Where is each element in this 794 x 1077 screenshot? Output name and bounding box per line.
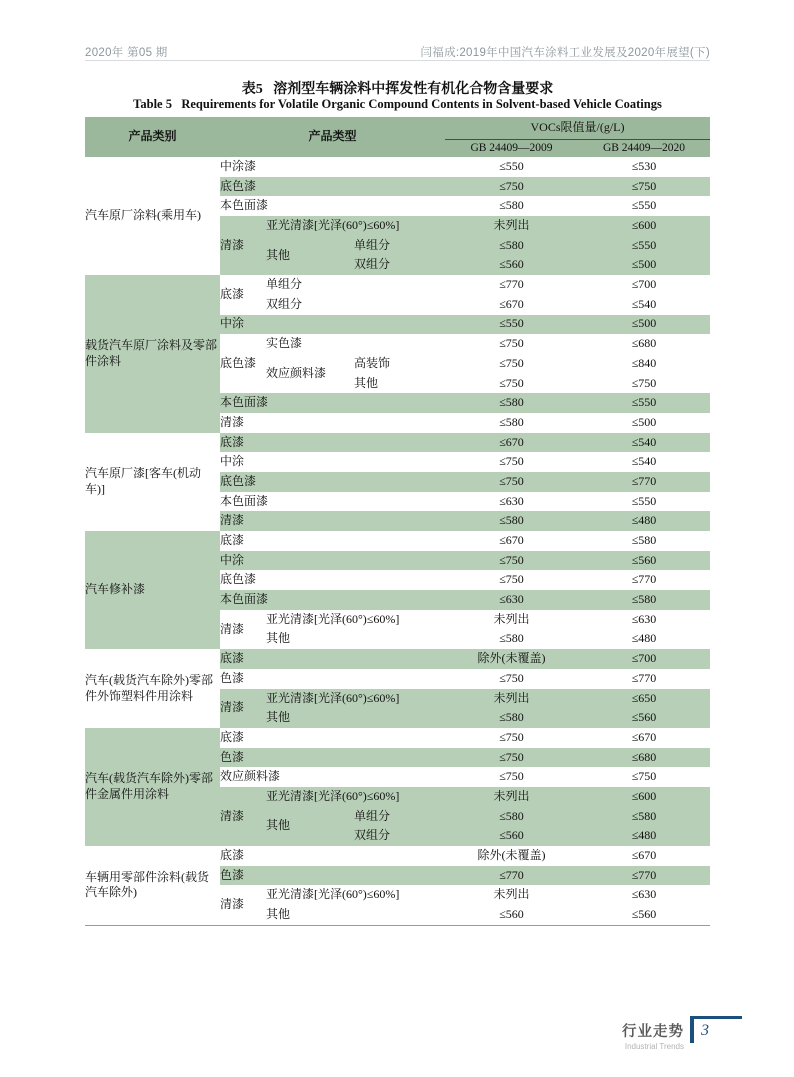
value-cell: ≤630 xyxy=(445,590,578,610)
value-cell: ≤630 xyxy=(578,885,710,905)
value-cell: ≤770 xyxy=(445,866,578,886)
value-cell: ≤560 xyxy=(578,708,710,728)
column-header-gb2009: GB 24409—2009 xyxy=(445,140,578,158)
type-cell: 双组分 xyxy=(354,826,445,846)
table-row xyxy=(85,157,710,177)
value-cell: ≤600 xyxy=(578,787,710,807)
column-header-vocs-limit: VOCs限值量/(g/L) xyxy=(445,117,710,140)
type-cell: 其他 xyxy=(266,905,445,925)
type-cell: 双组分 xyxy=(266,295,445,315)
value-cell: ≤500 xyxy=(578,315,710,335)
type-cell: 实色漆 xyxy=(266,334,445,354)
value-cell: ≤480 xyxy=(578,630,710,650)
value-cell: ≤560 xyxy=(445,255,578,275)
category-cell: 汽车原厂涂料(乘用车) xyxy=(85,157,220,275)
value-cell: ≤750 xyxy=(445,452,578,472)
value-cell: ≤550 xyxy=(578,393,710,413)
value-cell: ≤600 xyxy=(578,216,710,236)
type-cell: 单组分 xyxy=(266,275,445,295)
type-cell: 清漆 xyxy=(220,511,445,531)
value-cell: ≤630 xyxy=(445,492,578,512)
value-cell: ≤480 xyxy=(578,511,710,531)
type-cell: 亚光清漆[光泽(60°)≤60%] xyxy=(266,689,445,709)
type-cell: 亚光清漆[光泽(60°)≤60%] xyxy=(266,216,445,236)
value-cell: ≤580 xyxy=(445,196,578,216)
type-cell: 其他 xyxy=(354,374,445,394)
type-cell: 底色漆 xyxy=(220,570,445,590)
value-cell: ≤550 xyxy=(578,236,710,256)
value-cell: ≤670 xyxy=(578,728,710,748)
value-cell: ≤670 xyxy=(445,433,578,453)
table-head xyxy=(85,117,710,157)
value-cell: 未列出 xyxy=(445,610,578,630)
value-cell: ≤750 xyxy=(445,551,578,571)
type-cell: 本色面漆 xyxy=(220,492,445,512)
value-cell: ≤700 xyxy=(578,275,710,295)
type-cell: 亚光清漆[光泽(60°)≤60%] xyxy=(266,787,445,807)
value-cell: ≤770 xyxy=(578,570,710,590)
value-cell: ≤630 xyxy=(578,610,710,630)
value-cell: ≤500 xyxy=(578,413,710,433)
value-cell: ≤750 xyxy=(445,669,578,689)
value-cell: 未列出 xyxy=(445,885,578,905)
value-cell: ≤580 xyxy=(445,708,578,728)
value-cell: ≤770 xyxy=(578,866,710,886)
value-cell: ≤750 xyxy=(578,767,710,787)
type-cell: 中涂漆 xyxy=(220,157,445,177)
table-row xyxy=(85,649,710,669)
value-cell: ≤750 xyxy=(445,728,578,748)
value-cell: ≤530 xyxy=(578,157,710,177)
type-cell: 底漆 xyxy=(220,846,445,866)
table-title-english: Table 5 Requirements for Volatile Organic Compound Contents in Solvent-based Vehicle Coatings xyxy=(133,97,662,111)
running-header xyxy=(85,38,710,60)
value-cell: ≤750 xyxy=(445,374,578,394)
value-cell: ≤650 xyxy=(578,689,710,709)
value-cell: ≤750 xyxy=(445,177,578,197)
value-cell: ≤560 xyxy=(445,905,578,925)
category-cell: 汽车修补漆 xyxy=(85,531,220,649)
value-cell: ≤560 xyxy=(578,905,710,925)
type-cell: 效应颜料漆 xyxy=(266,354,354,393)
footer-section-english: Industrial Trends xyxy=(624,1042,684,1051)
type-cell: 色漆 xyxy=(220,866,445,886)
value-cell: ≤550 xyxy=(578,196,710,216)
type-cell: 高装饰 xyxy=(354,354,445,374)
value-cell: ≤580 xyxy=(445,807,578,827)
type-cell: 其他 xyxy=(266,708,445,728)
column-header-type: 产品类型 xyxy=(220,117,445,157)
table-title-chinese: 表5 溶剂型车辆涂料中挥发性有机化合物含量要求 xyxy=(241,82,554,97)
page-footer xyxy=(622,1016,742,1051)
voc-table-wrapper xyxy=(85,117,710,926)
type-cell: 中涂 xyxy=(220,315,445,335)
type-cell: 清漆 xyxy=(220,610,266,649)
value-cell: ≤580 xyxy=(445,413,578,433)
type-cell: 清漆 xyxy=(220,787,266,846)
issue-label: 2020年 第05 期 xyxy=(85,47,168,59)
column-header-gb2020: GB 24409—2020 xyxy=(578,140,710,158)
value-cell: ≤840 xyxy=(578,354,710,374)
value-cell: ≤580 xyxy=(445,393,578,413)
type-cell: 其他 xyxy=(266,807,354,846)
value-cell: ≤670 xyxy=(445,531,578,551)
value-cell: ≤480 xyxy=(578,826,710,846)
voc-table-body xyxy=(85,157,710,925)
type-cell: 底漆 xyxy=(220,433,445,453)
value-cell: ≤560 xyxy=(445,826,578,846)
value-cell: ≤580 xyxy=(445,511,578,531)
value-cell: ≤680 xyxy=(578,334,710,354)
category-cell: 汽车原厂漆[客车(机动车)] xyxy=(85,433,220,531)
type-cell: 亚光清漆[光泽(60°)≤60%] xyxy=(266,885,445,905)
value-cell: ≤750 xyxy=(445,472,578,492)
type-cell: 清漆 xyxy=(220,413,445,433)
value-cell: ≤550 xyxy=(445,157,578,177)
footer-section-labels xyxy=(622,1016,684,1051)
type-cell: 底漆 xyxy=(220,275,266,314)
type-cell: 清漆 xyxy=(220,885,266,925)
value-cell: ≤540 xyxy=(578,295,710,315)
category-cell: 汽车(载货汽车除外)零部件外饰塑料件用涂料 xyxy=(85,649,220,728)
table-row xyxy=(85,275,710,295)
value-cell: 未列出 xyxy=(445,689,578,709)
type-cell: 其他 xyxy=(266,236,354,275)
table-row xyxy=(85,846,710,866)
type-cell: 中涂 xyxy=(220,551,445,571)
value-cell: ≤540 xyxy=(578,452,710,472)
value-cell: ≤750 xyxy=(578,177,710,197)
type-cell: 其他 xyxy=(266,630,445,650)
value-cell: ≤500 xyxy=(578,255,710,275)
value-cell: ≤750 xyxy=(445,748,578,768)
table-row xyxy=(85,728,710,748)
type-cell: 底漆 xyxy=(220,649,445,669)
page-number-box xyxy=(690,1016,742,1043)
value-cell: ≤670 xyxy=(445,295,578,315)
value-cell: ≤580 xyxy=(445,236,578,256)
type-cell: 效应颜料漆 xyxy=(220,767,445,787)
type-cell: 单组分 xyxy=(354,807,445,827)
value-cell: ≤750 xyxy=(578,374,710,394)
footer-section-chinese: 行业走势 xyxy=(622,1024,684,1040)
category-cell: 载货汽车原厂涂料及零部件涂料 xyxy=(85,275,220,433)
value-cell: ≤750 xyxy=(445,570,578,590)
type-cell: 底色漆 xyxy=(220,472,445,492)
type-cell: 亚光清漆[光泽(60°)≤60%] xyxy=(266,610,445,630)
type-cell: 底漆 xyxy=(220,728,445,748)
type-cell: 底色漆 xyxy=(220,334,266,393)
type-cell: 色漆 xyxy=(220,669,445,689)
header-rule xyxy=(85,60,710,61)
value-cell: 除外(未覆盖) xyxy=(445,846,578,866)
value-cell: ≤580 xyxy=(445,630,578,650)
value-cell: ≤770 xyxy=(445,275,578,295)
value-cell: ≤560 xyxy=(578,551,710,571)
type-cell: 中涂 xyxy=(220,452,445,472)
type-cell: 本色面漆 xyxy=(220,196,445,216)
value-cell: ≤580 xyxy=(578,807,710,827)
value-cell: ≤770 xyxy=(578,472,710,492)
type-cell: 底色漆 xyxy=(220,177,445,197)
category-cell: 车辆用零部件涂料(载货汽车除外) xyxy=(85,846,220,925)
type-cell: 本色面漆 xyxy=(220,590,445,610)
value-cell: ≤750 xyxy=(445,334,578,354)
category-cell: 汽车(载货汽车除外)零部件金属件用涂料 xyxy=(85,728,220,846)
page-number: 3 xyxy=(701,1022,709,1039)
table-row xyxy=(85,531,710,551)
type-cell: 底漆 xyxy=(220,531,445,551)
value-cell: ≤550 xyxy=(578,492,710,512)
value-cell: ≤540 xyxy=(578,433,710,453)
value-cell: 除外(未覆盖) xyxy=(445,649,578,669)
value-cell: ≤700 xyxy=(578,649,710,669)
column-header-category: 产品类别 xyxy=(85,117,220,157)
value-cell: 未列出 xyxy=(445,787,578,807)
type-cell: 清漆 xyxy=(220,216,266,275)
voc-limits-table xyxy=(85,117,710,926)
value-cell: 未列出 xyxy=(445,216,578,236)
table-row xyxy=(85,433,710,453)
type-cell: 本色面漆 xyxy=(220,393,445,413)
article-title-header: 闫福成:2019年中国汽车涂料工业发展及2020年展望(下) xyxy=(420,47,710,59)
value-cell: ≤580 xyxy=(578,590,710,610)
value-cell: ≤580 xyxy=(578,531,710,551)
type-cell: 色漆 xyxy=(220,748,445,768)
value-cell: ≤770 xyxy=(578,669,710,689)
value-cell: ≤550 xyxy=(445,315,578,335)
type-cell: 双组分 xyxy=(354,255,445,275)
type-cell: 清漆 xyxy=(220,689,266,728)
value-cell: ≤750 xyxy=(445,354,578,374)
value-cell: ≤680 xyxy=(578,748,710,768)
type-cell: 单组分 xyxy=(354,236,445,256)
value-cell: ≤750 xyxy=(445,767,578,787)
value-cell: ≤670 xyxy=(578,846,710,866)
